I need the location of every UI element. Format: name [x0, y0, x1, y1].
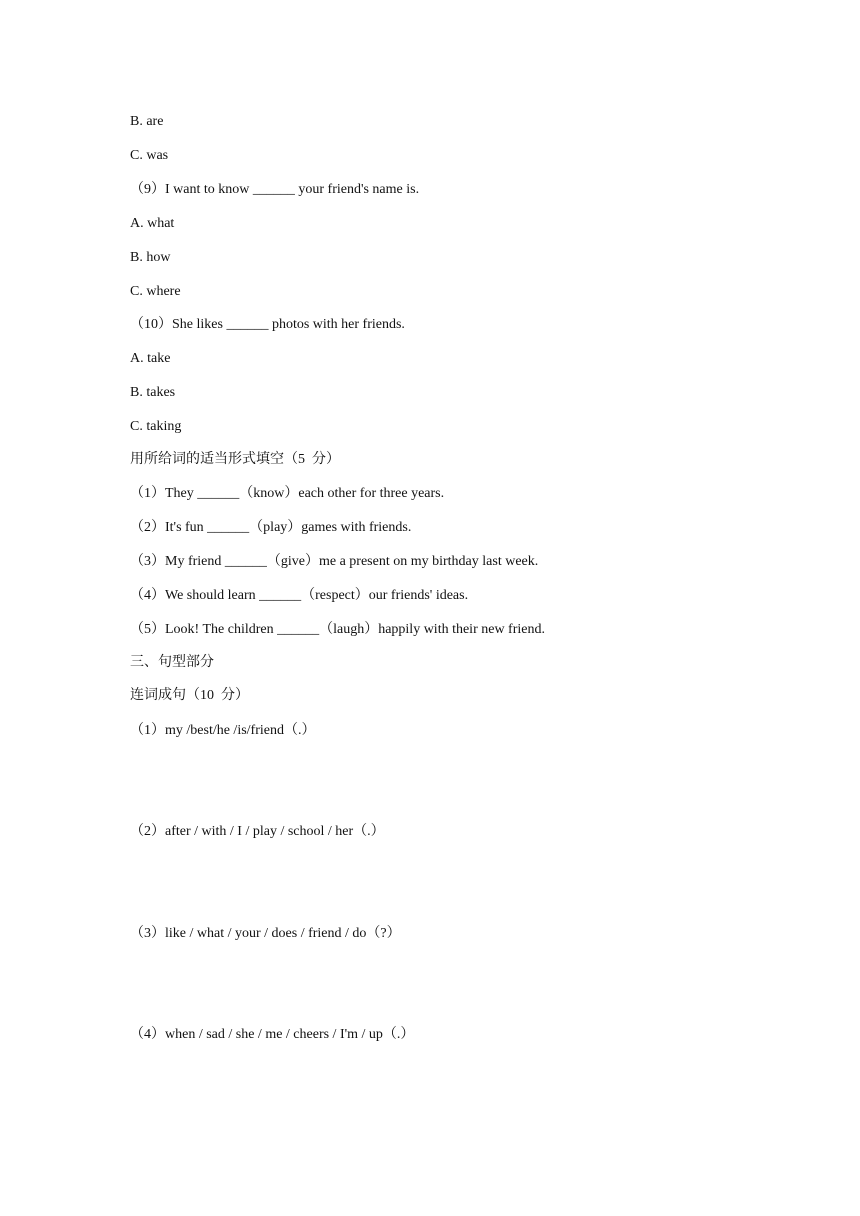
fill-item-2: （2）It's fun ______（play）games with friends.	[130, 520, 412, 535]
option-c-taking: C. taking	[130, 419, 182, 434]
option-b-takes: B. takes	[130, 385, 176, 400]
question-9: （9）I want to know ______ your friend's name is.	[130, 182, 420, 197]
option-b-are: B. are	[130, 114, 164, 129]
option-c-was: C. was	[130, 148, 169, 163]
question-10: （10）She likes ______ photos with her friends.	[130, 317, 405, 332]
fill-item-3: （3）My friend ______（give）me a present on my birthday last week.	[130, 554, 539, 569]
fill-item-4: （4）We should learn ______（respect）our friends' ideas.	[130, 588, 469, 603]
section-heading-fill-in: 用所给词的适当形式填空（5 分）	[130, 452, 340, 467]
section-title-sentence-patterns: 三、句型部分	[130, 655, 214, 670]
option-a-what: A. what	[130, 216, 175, 231]
word-order-item-4: （4）when / sad / she / me / cheers / I'm / up（.）	[130, 1027, 415, 1042]
option-a-take: A. take	[130, 351, 171, 366]
word-order-item-3: （3）like / what / your / does / friend / do（?）	[130, 926, 401, 941]
option-b-how: B. how	[130, 250, 171, 265]
word-order-item-1: （1）my /best/he /is/friend（.）	[130, 723, 316, 738]
fill-item-1: （1）They ______（know）each other for three years.	[130, 486, 445, 501]
section-heading-word-order: 连词成句（10 分）	[130, 688, 249, 703]
fill-item-5: （5）Look! The children ______（laugh）happily with their new friend.	[130, 622, 545, 637]
word-order-item-2: （2）after / with / I / play / school / her（.）	[130, 824, 385, 839]
option-c-where: C. where	[130, 284, 181, 299]
